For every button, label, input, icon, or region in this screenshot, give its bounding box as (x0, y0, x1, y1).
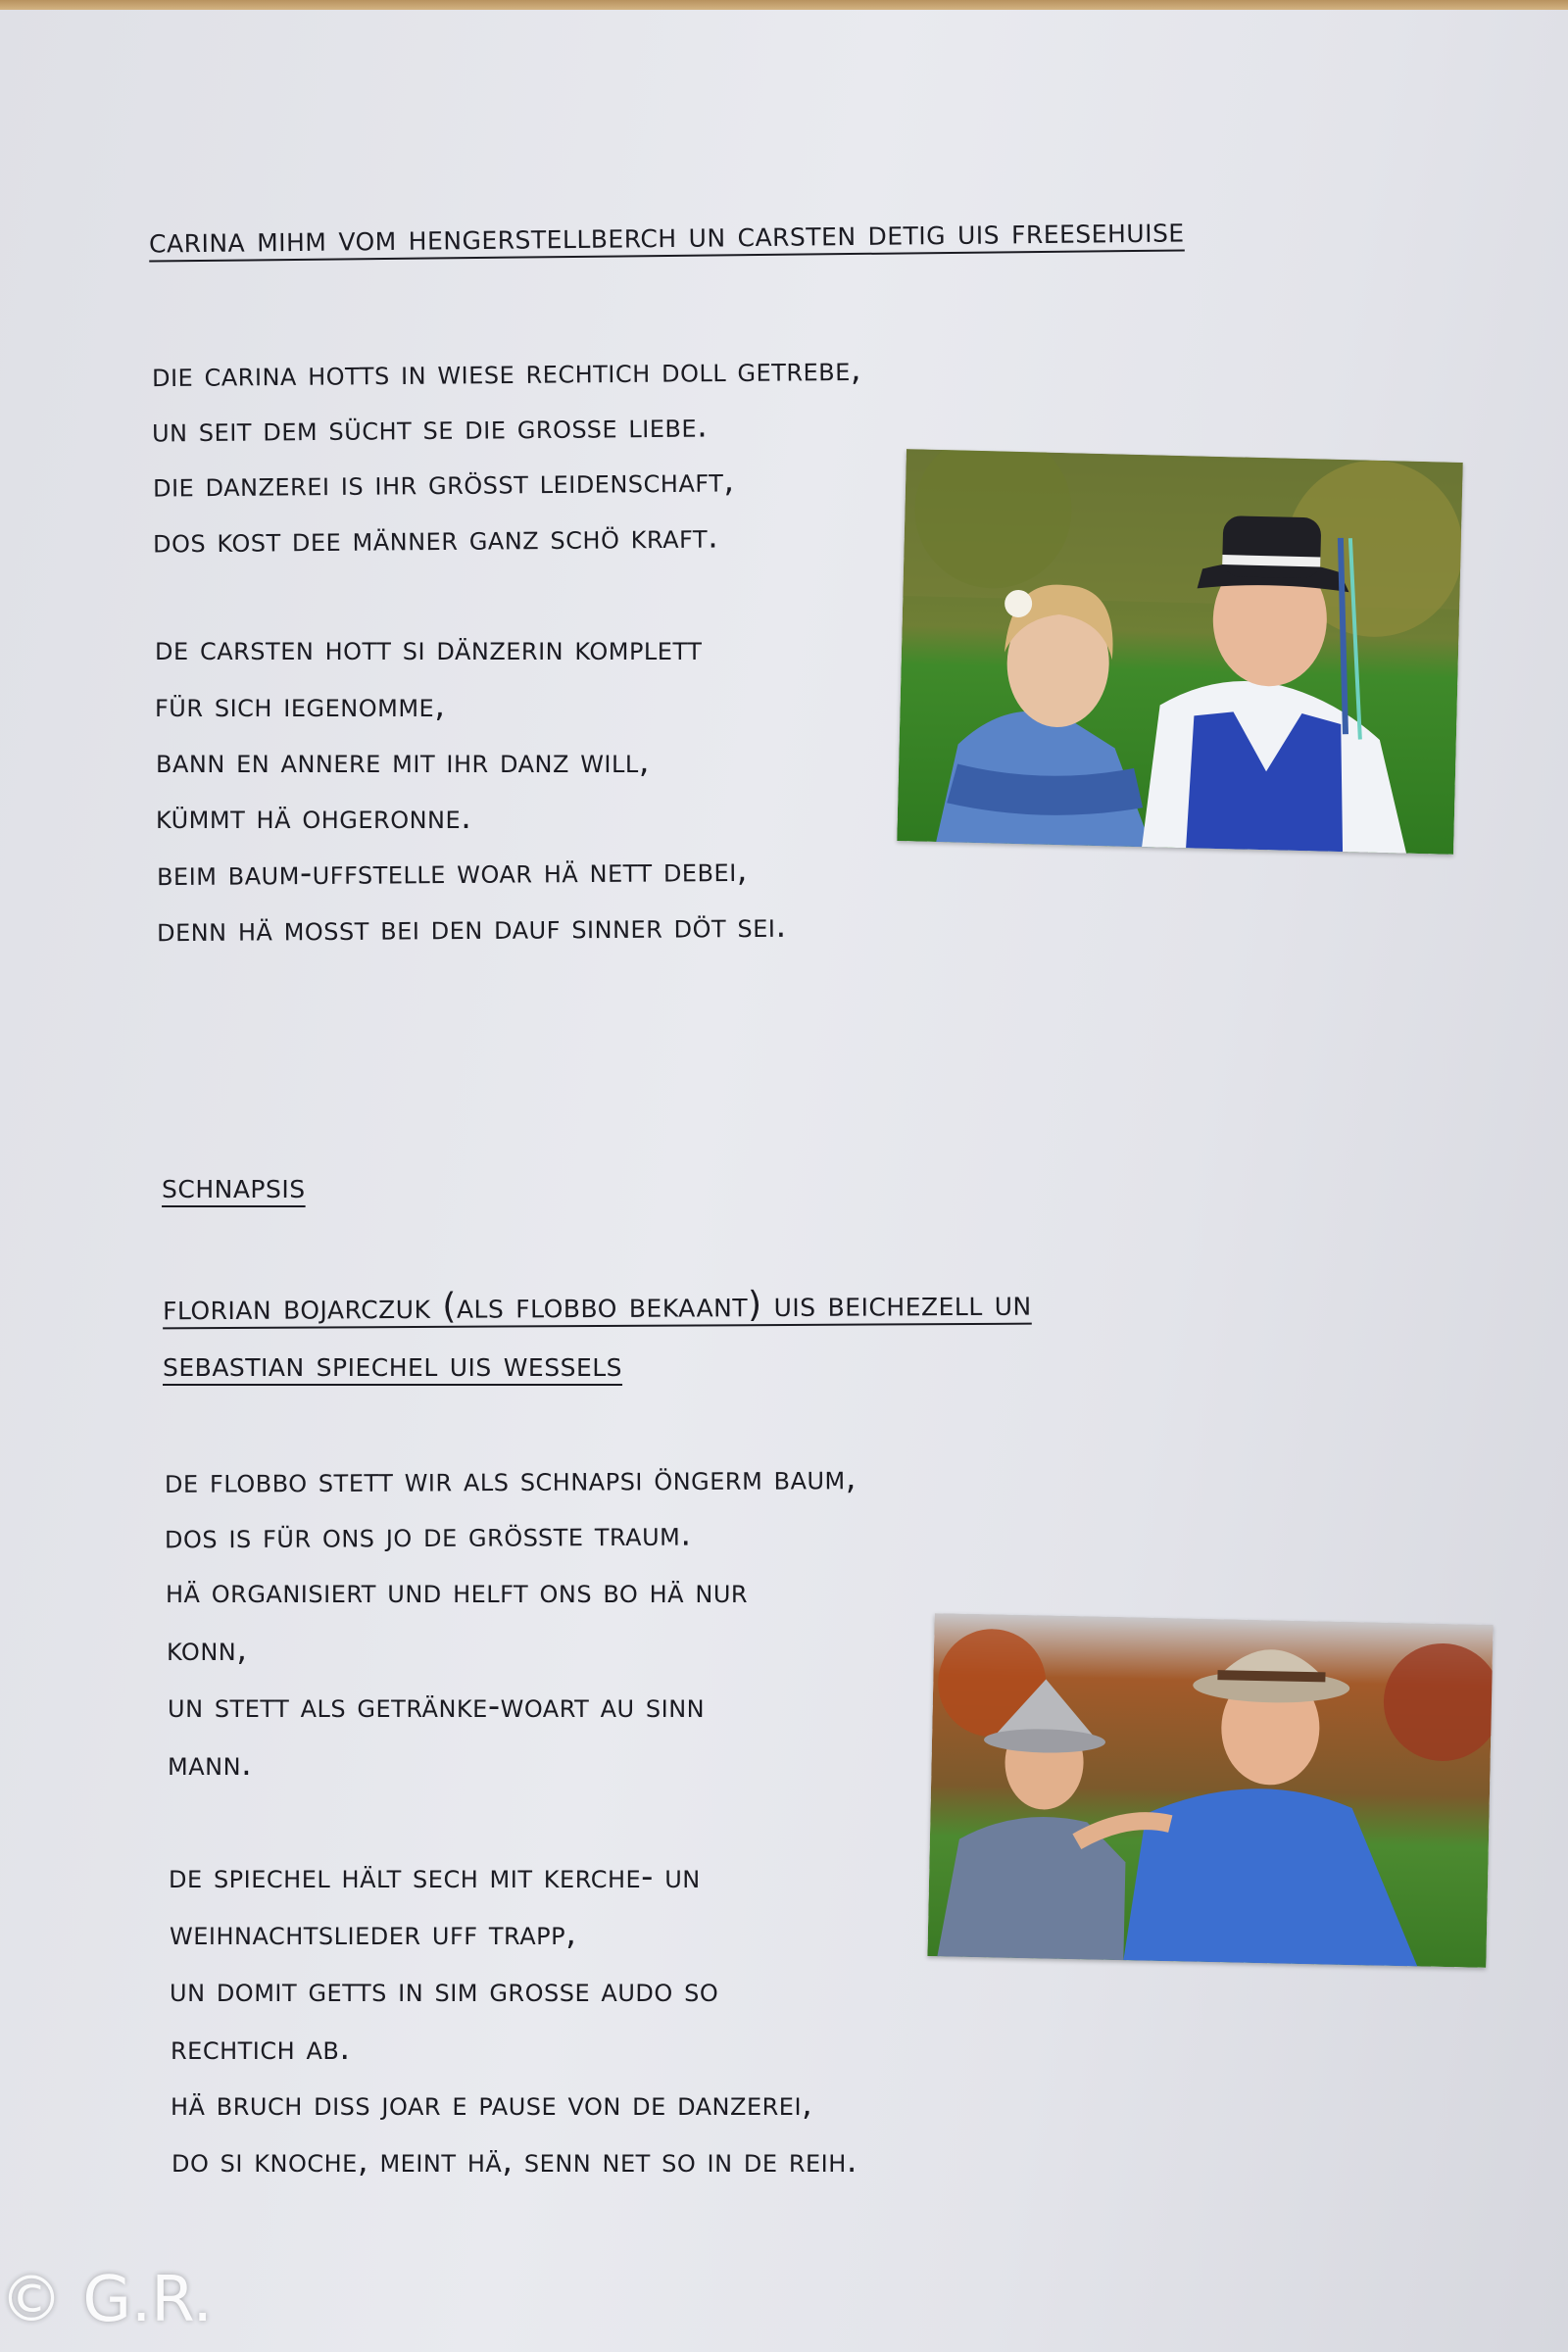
section2-line-3: hä organisiert und helft ons bo hä nur (166, 1572, 749, 1611)
section2-line-6: mann. (168, 1744, 253, 1784)
section1-line-2: un seit dem sücht se die große liebe. (151, 406, 709, 451)
paper-sheet (0, 10, 1568, 2352)
section1-line-8: kümmt hä ohgeronne. (156, 798, 472, 837)
section2-line-9: un domit getts in sim grosse audo so (170, 1971, 719, 2010)
section2-heading-line-2: sebastian spiechel uis wessels (163, 1345, 623, 1385)
section1-line-6: für sich iegenomme, (155, 686, 446, 725)
section2-line-8: weihnachtslieder uff trapp, (170, 1914, 577, 1953)
section1-line-1: die carina hotts in wiese rechtich doll getrebe, (151, 349, 862, 396)
section1-line-7: bann en annere mit ihr danz will, (156, 742, 651, 781)
section2-line-1: de flobbo stett wir als schnapsi öngerm baum, (164, 1458, 858, 1501)
section2-line-12: do si knoche, meint hä, senn net so in de reih. (172, 2141, 858, 2180)
section2-line-7: de spiechel hält sech mit kerche- un (169, 1857, 701, 1896)
section2-title: schnapsis (162, 1166, 306, 1206)
section1-line-4: dos kost dee männer ganz schö kraft. (152, 516, 719, 562)
section2-line-2: dos is für ons jo de größte traum. (164, 1514, 692, 1557)
photo-two-men (927, 1613, 1493, 1968)
section2-line-4: konn, (167, 1630, 248, 1669)
photo-couple (897, 449, 1463, 855)
section2-line-11: hä bruch diss joar e pause von de danzerei, (171, 2084, 813, 2124)
section1-line-9: beim baum-uffstelle woar hä nett debei, (156, 850, 749, 895)
section1-heading: carina mihm vom hengerstellberch un carsten detig uis freesehuise (148, 210, 1185, 262)
wooden-frame-edge (0, 0, 1568, 10)
section1-line-5: de carsten hott si dänzerin komplett (155, 629, 703, 668)
section1-line-3: die danzerei is ihr grösst leidenschaft, (152, 461, 735, 506)
section2-line-10: rechtich ab. (171, 2029, 351, 2068)
section2-line-5: un stett als getränke-woart au sinn (168, 1687, 706, 1726)
section2-heading-line-1: florian bojarczuk (als flobbo bekaant) uis beichezell un (162, 1283, 1032, 1329)
copyright-watermark: © G.R. (0, 2264, 213, 2336)
section1-line-10: denn hä mosst bei den dauf sinner döt sei. (156, 906, 787, 951)
